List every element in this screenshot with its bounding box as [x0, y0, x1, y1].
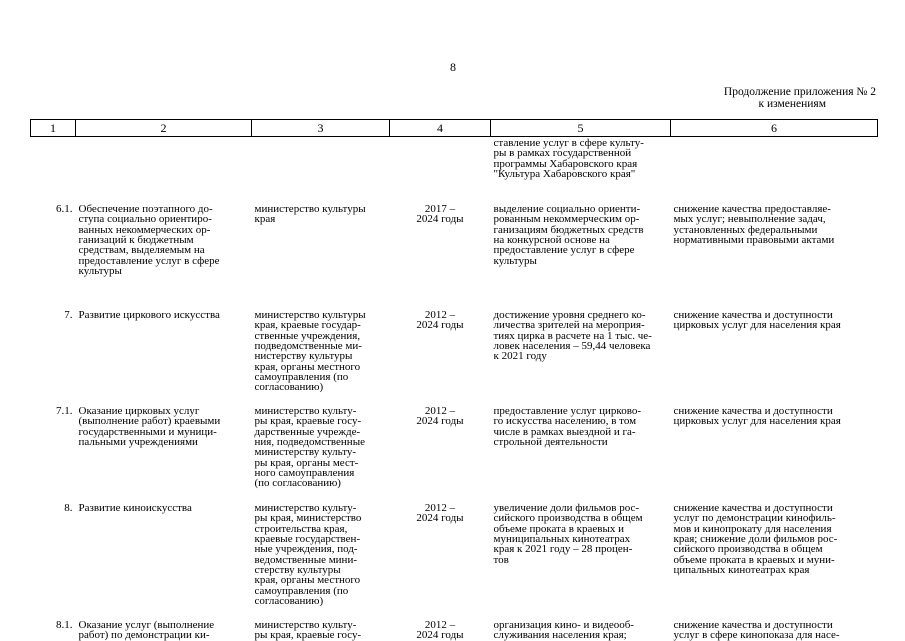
measures-table: [30, 119, 878, 641]
executor: министерство культуры края: [254, 203, 366, 226]
implementation-term: 2017 – 2024 годы: [416, 203, 464, 226]
expected-result: достижение уровня среднего ко- личества зрителей на мероприя- тиях цирка в расчете на 1 тыс. че- ловек населения – 59,44 человека к 2021 году: [493, 309, 652, 363]
row-number: 6.1.: [56, 203, 73, 216]
non-implementation-consequence: [671, 137, 878, 180]
continuation-caption: [640, 86, 876, 110]
expected-result: организация кино- и видеооб- служивания населения края;: [493, 619, 634, 641]
expected-result: предоставление услуг цирково- го искусства населению, в том числе в рамках выездной и га- строльной деятельности: [493, 405, 642, 449]
table-header-row: [31, 120, 878, 137]
row-number: 8.1.: [56, 619, 73, 632]
implementation-term: 2012 – 2024 годы: [416, 619, 464, 641]
measure-name: Развитие циркового искусства: [78, 309, 220, 322]
continuation-line-1: Продолжение приложения № 2: [723, 86, 876, 98]
column-header: 6: [671, 120, 878, 137]
non-implementation-consequence: снижение качества и доступности услуг по демонстрации кинофиль- мов и кинопрокату для населения края; снижение доли фильмов рос- сийского производства в общем объеме проката в краевых и муни- ципальных кинотеатрах края: [673, 502, 838, 576]
expected-result: ставление услуг в сфере культу- ры в рамках государственной программы Хабаровского края "Культура Хабаровского края": [493, 137, 644, 180]
executor: министерство культу- ры края, министерство строительства края, краевые государствен- ные учреждения, под- ведомственные мини- стерству культуры края, органы местного самоуправления (по согласованию): [254, 502, 362, 607]
measure-name: Оказание цирковых услуг (выполнение работ) краевыми государственными и муници- пальными учреждениями: [78, 405, 221, 449]
measure-name: Обеспечение поэтапного до- ступа социально ориентиро- ванных некоммерческих ор- ганизаций к бюджетным средствам, выделяемым на предоставление услуг в сфере культуры: [78, 203, 220, 277]
implementation-term: 2012 – 2024 годы: [416, 405, 464, 428]
non-implementation-consequence: снижение качества и доступности услуг в сфере кинопоказа для насе-: [673, 619, 840, 641]
measure-name: [76, 137, 252, 180]
executor: министерство культу- ры края, краевые госу-: [254, 619, 362, 641]
table-row: [31, 611, 878, 641]
row-number: [31, 137, 76, 180]
page-number: 8: [450, 60, 456, 74]
table-row: [31, 179, 878, 299]
table-row: [31, 299, 878, 394]
implementation-term: [390, 137, 491, 180]
implementation-term: 2012 – 2024 годы: [416, 309, 464, 332]
executor: министерство культуры края, краевые государ- ственные учреждения, подведомственные ми- нистерству культуры края, органы местного самоуправления (по согласованию): [254, 309, 366, 394]
column-header: 1: [31, 120, 76, 137]
non-implementation-consequence: снижение качества предоставляе- мых услуг; невыполнение задач, установленных федеральными нормативными правовыми актами: [673, 203, 835, 247]
row-number: 8.: [64, 502, 73, 515]
non-implementation-consequence: снижение качества и доступности цирковых услуг для населения края: [673, 405, 841, 428]
executor: [252, 137, 390, 180]
implementation-term: 2012 – 2024 годы: [416, 502, 464, 525]
continuation-line-2: к изменениям: [758, 98, 826, 110]
column-header: 2: [76, 120, 252, 137]
column-header: 5: [491, 120, 671, 137]
column-header: 4: [390, 120, 491, 137]
measure-name: Оказание услуг (выполнение работ) по демонстрации ки-: [78, 619, 215, 641]
expected-result: увеличение доли фильмов рос- сийского производства в общем объеме проката в краевых и муниципальных кинотеатрах края к 2021 году – 28 процен- тов: [493, 502, 643, 566]
table-row: [31, 492, 878, 611]
column-header: 3: [252, 120, 390, 137]
expected-result: выделение социально ориенти- рованным некоммерческим ор- ганизациям бюджетных средств на конкурсной основе на предоставление услуг в сфере культуры: [493, 203, 644, 267]
table-row: [31, 137, 878, 180]
table-row: [31, 394, 878, 492]
row-number: 7.: [64, 309, 73, 322]
row-number: 7.1.: [56, 405, 73, 418]
executor: министерство культу- ры края, краевые госу- дарственные учрежде- ния, подведомственные министерству культу- ры края, органы мест- ного самоуправления (по согласованию): [254, 405, 365, 490]
non-implementation-consequence: снижение качества и доступности цирковых услуг для населения края: [673, 309, 841, 332]
measure-name: Развитие киноискусства: [78, 502, 192, 515]
